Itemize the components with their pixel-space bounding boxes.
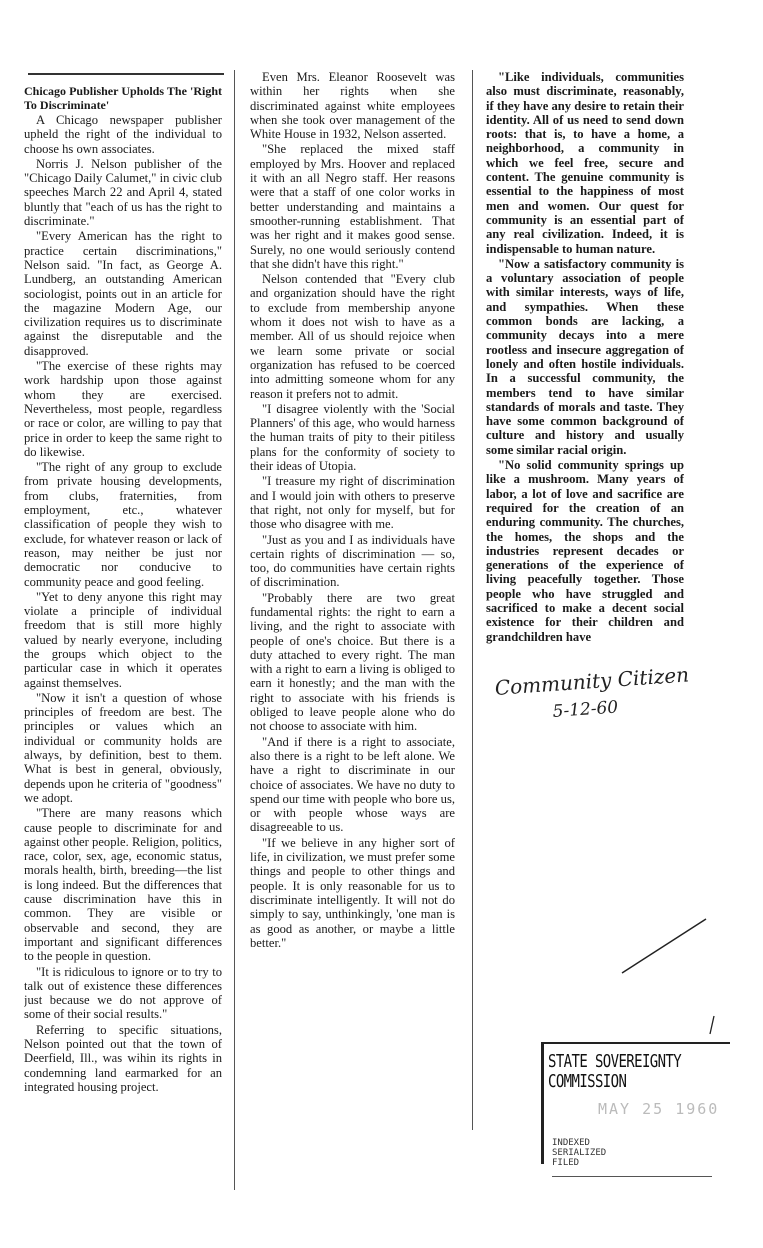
paragraph: "Yet to deny anyone this right may violate a principle of individual freedom that is still more highly valued by nearly everyone, including the groups which object to the particular case in which it operates against themselves. (24, 589, 222, 690)
paragraph: "It is ridiculous to ignore or to try to talk out of existence these differences just because we do not approve of some of their social results." (24, 964, 222, 1022)
paragraph: Even Mrs. Eleanor Roosevelt was within her rights when she discriminated against white employees when she took over management of the White House in 1932, Nelson asserted. (250, 70, 455, 142)
stamp-filed: FILED (552, 1158, 580, 1168)
paragraph: "Every American has the right to practice certain discriminations," Nelson said. "In fact, as George A. Lundberg, an outstanding American sociologist, points out in an article for the magazine Modern Age, our civilization requires us to discriminate against the disreputable and the disapproved. (24, 229, 222, 358)
paragraph: "Just as you and I as individuals have certain rights of discrimination — so, too, do communities have certain rights of discrimination. (250, 532, 455, 590)
paragraph: "I disagree violently with the 'Social Planners' of this age, who would harness the human traits of pity to their pitiless plans for the conformity of society to their ideas of Utopia. (250, 401, 455, 474)
stamp-title: STATE SOVEREIGNTY COMMISSION (548, 1052, 682, 1092)
handwritten-source: Community Citizen (494, 662, 690, 700)
paragraph: "Now a satisfactory community is a voluntary association of people with similar interests, ways of life, and sympathies. When these common bonds are lacking, a community decays into a mere rootless and insecure aggregation of lonely and often hostile individuals. In a successful community, the members tend to have similar standards of morals and taste. They have some common background of culture and history and usually some similar racial origin. (486, 256, 684, 457)
paragraph: "There are many reasons which cause people to discriminate for and against other people. Religion, politics, race, color, sex, age, economic status, morals health, birth, breeding—the list is long indeed. But the differences that cause discrimination have this in common. They are visible or observable and second, they are important and significant differences to the people in question. (24, 806, 222, 964)
paragraph: "If we believe in any higher sort of life, in civilization, we must prefer some things and people to other things and people. It is only reasonable for us to discriminate intelligently. It will not do simply to say, unthinkingly, 'one man is as good as another, or maybe a little better." (250, 835, 455, 950)
paragraph: A Chicago newspaper publisher upheld the right of the individual to choose hs own associates. (24, 113, 222, 156)
paragraph: "Now it isn't a question of whose principles of freedom are best. The principles or values which an individual or community holds are always, by definition, best to them. What is best in general, obviously, depends upon he criteria of "goodness" we adopt. (24, 690, 222, 805)
paragraph: Referring to specific situations, Nelson pointed out that the town of Deerfield, Ill., was wihin its rights in condemning land earmarked for an integrated housing project. (24, 1022, 222, 1094)
column-divider-2 (472, 70, 473, 1130)
pen-stroke (620, 915, 710, 975)
paragraph: "The right of any group to exclude from private housing developments, from clubs, fraternities, from employment, etc., whatever classification of people they wish to exclude, for whatever reason or lack of reason, may neither be just nor democratic nor conducive to community peace and good feeling. (24, 460, 222, 589)
article-headline: Chicago Publisher Upholds The 'Right To Discriminate' (24, 84, 222, 112)
paragraph: Nelson contended that "Every club and organization should have the right to exclude from membership anyone whom it does not wish to have as a member. All of us should rejoice when we learn some private or social organization has refused to be coerced into admitting someone whom for any reason it prefers not to admit. (250, 272, 455, 401)
paragraph: "Probably there are two great fundamental rights: the right to earn a living, and the right to associate with people of one's choice. But there is a duty attached to every right. The man with a right to earn a living is obliged to earn it honestly; and the man with the right to associate with his friends is obliged to leave people alone who do not choose to associate with him. (250, 590, 455, 734)
article-column-2 (250, 70, 455, 1110)
paragraph: "I treasure my right of discrimination and I would join with others to preserve that right, not only for myself, but for those who disagree with me. (250, 474, 455, 532)
stamp-indexed: INDEXED (552, 1138, 590, 1148)
stamp-rule (552, 1176, 712, 1177)
paragraph: Norris J. Nelson publisher of the "Chicago Daily Calumet," in civic club speeches March 22 and April 4, stated bluntly that "each of us has the right to discriminate." (24, 156, 222, 229)
handwritten-date: 5-12-60 (552, 697, 619, 722)
article-column-1 (24, 84, 222, 1194)
paragraph: "No solid community springs up like a mushroom. Many years of labor, a lot of love and sacrifice are required for the creation of an enduring community. The churches, the homes, the shops and the industries represent decades or generations of the experience of living peacefully together. Those people who have struggled and sacrificed to make a decent social existence for their children and grandchildren have (486, 458, 684, 644)
stamp-serialized: SERIALIZED (552, 1148, 607, 1158)
stamp-date: MAY 25 1960 (598, 1100, 720, 1118)
paragraph: "The exercise of these rights may work hardship upon those against whom they are exercised. Nevertheless, most people, regardless or race or color, are willing to pay that price in order to keep the same right to do likewise. (24, 359, 222, 459)
pen-tick (700, 1014, 720, 1036)
paragraph: "She replaced the mixed staff employed by Mrs. Hoover and replaced it with an all Negro staff. Her reasons were that a staff of one color works in better understanding and maintains a smoother-running establishment. That was her right and it makes good sense. Surely, no one would seriously contend that she didn't have this right." (250, 142, 455, 271)
column-divider-1 (234, 70, 235, 1190)
paragraph: "And if there is a right to associate, also there is a right to be left alone. We have a right to discriminate in our choice of associates. We have no duty to spend our time with people who bore us, or with people whose ways are disagreeable to us. (250, 734, 455, 835)
paragraph: "Like individuals, communities also must discriminate, reasonably, if they have any desire to retain their identity. All of us need to send down roots: that is, to have a home, a neighborhood, a community in which we feel free, secure and content. The genuine community is essential to the happiness of most men and women. Our quest for community is an essential part of any real civilization. Indeed, it is indispensable to human nature. (486, 70, 684, 256)
top-rule (28, 73, 224, 75)
article-column-3 (486, 70, 684, 675)
